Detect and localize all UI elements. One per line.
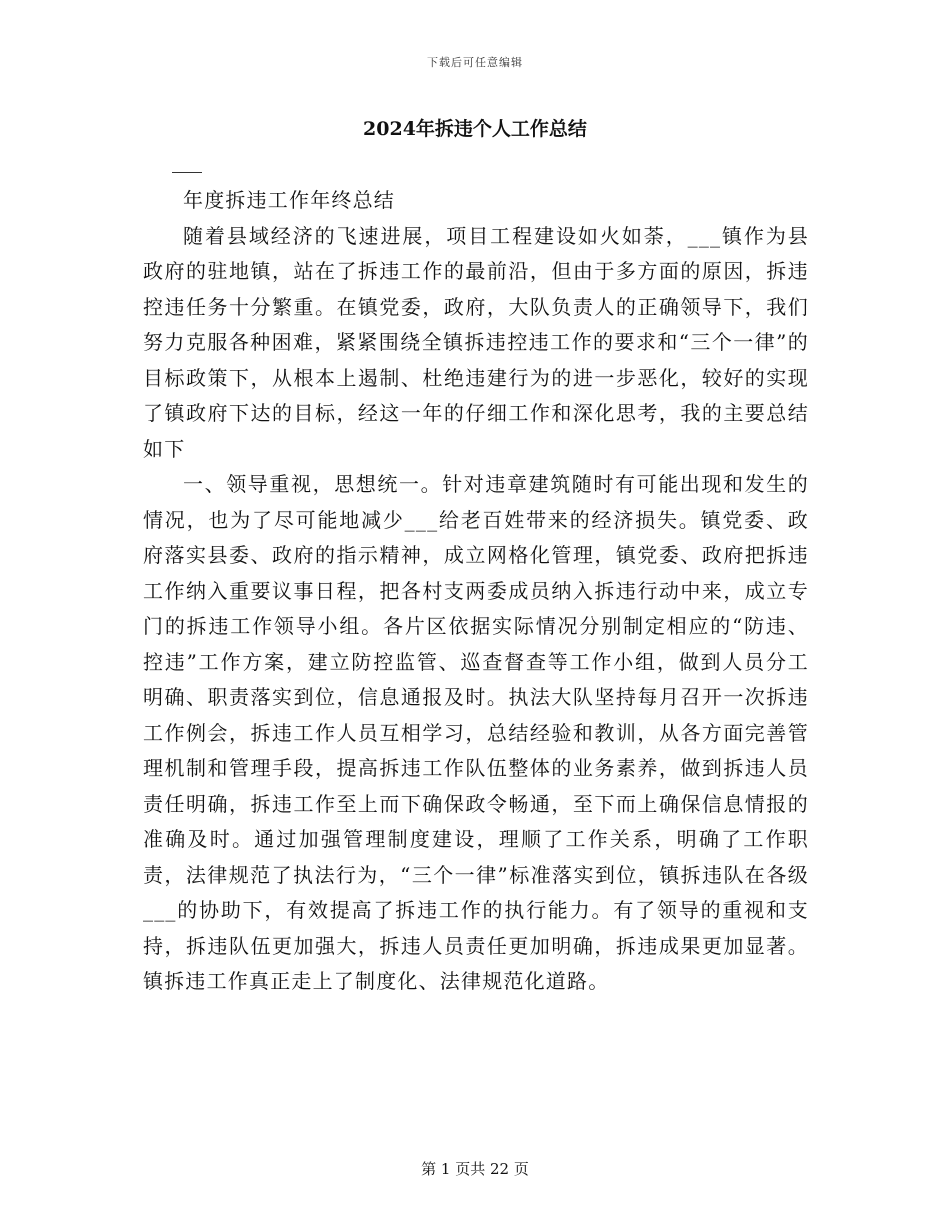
- separator-rule: [172, 172, 202, 173]
- body-paragraph-leadership: 一、领导重视，思想统一。针对违章建筑随时有可能出现和发生的情况，也为了尽可能地减少___给老百姓带来的经济损失。镇党委、政府落实县委、政府的指示精神，成立网格化管理，镇党委、政府把拆违工作纳入重要议事日程，把各村支两委成员纳入拆违行动中来，成立专门的拆违工作领导小组。各片区依据实际情况分别制定相应的“防违、控违”工作方案，建立防控监管、巡查督查等工作小组，做到人员分工明确、职责落实到位，信息通报及时。执法大队坚持每月召开一次拆违工作例会，拆违工作人员互相学习，总结经验和教训，从各方面完善管理机制和管理手段，提高拆违工作队伍整体的业务素养，做到拆违人员责任明确，拆违工作至上而下确保政令畅通，至下而上确保信息情报的准确及时。通过加强管理制度建设，理顺了工作关系，明确了工作职责，法律规范了执法行为，“三个一律”标准落实到位，镇拆违队在各级___的协助下，有效提高了拆违工作的执行能力。有了领导的重视和支持，拆违队伍更加强大，拆违人员责任更加明确，拆违成果更加显著。镇拆违工作真正走上了制度化、法律规范化道路。: [143, 472, 809, 993]
- body-paragraph-intro: 随着县域经济的飞速进展，项目工程建设如火如荼，___镇作为县政府的驻地镇，站在了拆违工作的最前沿，但由于多方面的原因，拆违控违任务十分繁重。在镇党委，政府，大队负责人的正确领导下，我们努力克服各种困难，紧紧围绕全镇拆违控违工作的要求和“三个一律”的目标政策下，从根本上遏制、杜绝违建行为的进一步恶化，较好的实现了镇政府下达的目标，经这一年的仔细工作和深化思考，我的主要总结如下: [143, 223, 809, 461]
- section-heading: 年度拆违工作年终总结: [183, 188, 395, 212]
- document-title: 2024年拆违个人工作总结: [363, 118, 587, 140]
- page-header-note: 下载后可任意编辑: [427, 56, 523, 69]
- document-body: [143, 183, 809, 1000]
- page-number-footer: 第 1 页共 22 页: [421, 1160, 529, 1178]
